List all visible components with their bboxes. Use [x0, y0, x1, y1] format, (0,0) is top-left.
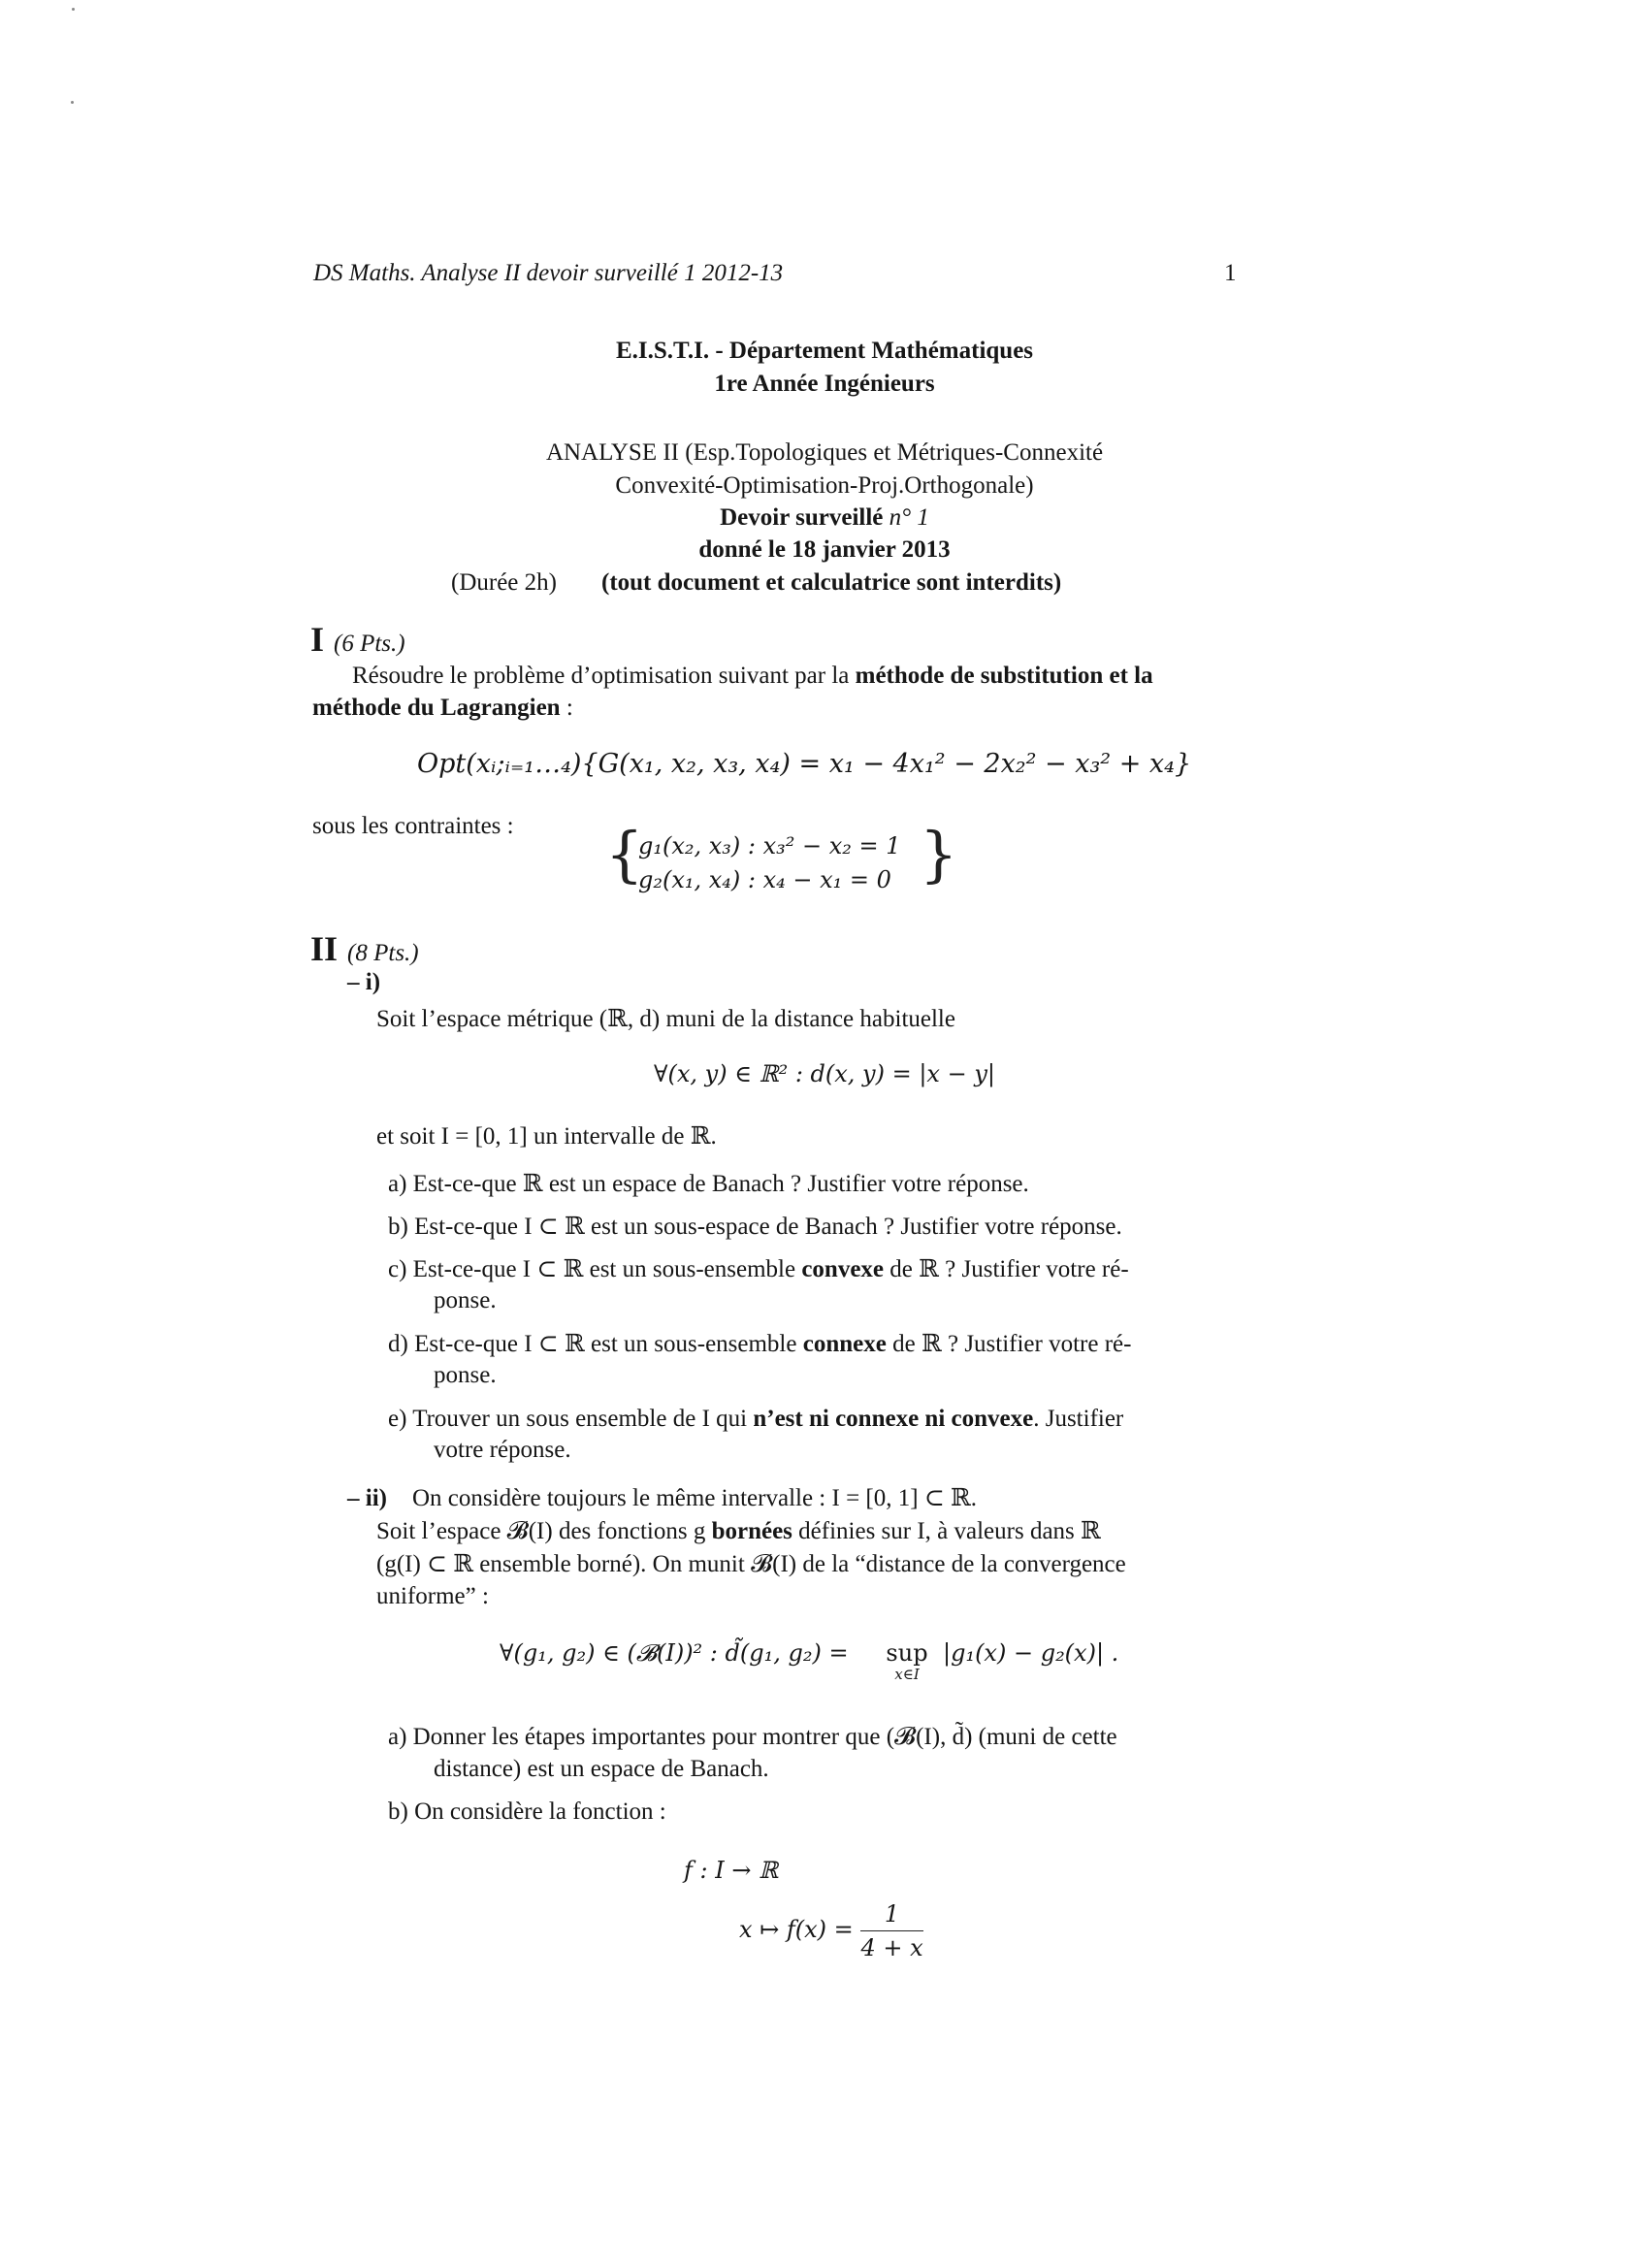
- section-2-points: (8 Pts.): [347, 940, 419, 966]
- objective-function: Opt(xᵢ;ᵢ₌₁…₄){G(x₁, x₂, x₃, x₄) = x₁ − 4x₁² − 2x₂² − x₃² + x₄}: [417, 749, 1192, 779]
- course-header: DS Maths. Analyse II devoir surveillé 1 2012-13: [313, 260, 784, 286]
- intro-suffix: :: [560, 695, 573, 721]
- question-d-prefix: d) Est-ce-que I ⊂ ℝ est un sous-ensemble: [388, 1331, 797, 1357]
- question-c-suffix: de ℝ ? Justifier votre ré-: [889, 1256, 1129, 1282]
- question-d: [388, 1328, 1131, 1361]
- intro-prefix: Résoudre le problème d’optimisation suivant par la: [352, 663, 850, 689]
- scan-speck: [72, 8, 75, 11]
- question-c-cont: ponse.: [434, 1287, 497, 1313]
- exam-rules: (tout document et calculatrice sont interdits): [601, 569, 1062, 596]
- question-d-suffix: de ℝ ? Justifier votre ré-: [892, 1331, 1132, 1357]
- page-number: 1: [1224, 260, 1237, 286]
- question-ii-a-line2: distance) est un espace de Banach.: [434, 1756, 769, 1782]
- part-ii-line4: uniforme” :: [376, 1583, 489, 1609]
- right-brace: }: [920, 819, 958, 890]
- interval-definition: et soit I = [0, 1] un intervalle de ℝ.: [376, 1123, 717, 1150]
- part-ii-line3: (g(I) ⊂ ℝ ensemble borné). On munit 𝓑(I) de la “distance de la convergence: [376, 1551, 1126, 1577]
- function-definition: [739, 1899, 923, 1962]
- section-1-intro-line2: [312, 692, 573, 725]
- question-d-bold: connexe: [802, 1331, 887, 1357]
- exam-date: donné le 18 janvier 2013: [698, 536, 951, 563]
- uniform-distance-lhs: ∀(g₁, g₂) ∈ (𝓑(I))² : d̃(g₁, g₂) =: [500, 1639, 849, 1667]
- question-e-suffix: . Justifier: [1033, 1406, 1124, 1432]
- left-brace: {: [605, 819, 644, 890]
- uniform-distance-rhs: |g₁(x) − g₂(x)| .: [943, 1639, 1119, 1667]
- section-1-numeral: I: [310, 620, 325, 659]
- distance-definition: ∀(x, y) ∈ ℝ² : d(x, y) = |x − y|: [654, 1060, 995, 1087]
- exam-duration: (Durée 2h): [451, 569, 557, 596]
- question-e-bold: n’est ni connexe ni convexe: [753, 1406, 1034, 1432]
- constraint-2: g₂(x₁, x₄) : x₄ − x₁ = 0: [638, 866, 891, 893]
- intro-bold-substitution: méthode de substitution et la: [855, 663, 1153, 689]
- function-mapping: x ↦ f(x) =: [739, 1916, 854, 1943]
- question-ii-b: b) On considère la fonction :: [388, 1798, 666, 1825]
- question-e-cont: votre réponse.: [434, 1437, 571, 1463]
- part-i-intro: Soit l’espace métrique (ℝ, d) muni de la distance habituelle: [376, 1006, 955, 1032]
- part-ii-line2-suffix: définies sur I, à valeurs dans ℝ: [798, 1518, 1101, 1544]
- question-c-prefix: c) Est-ce-que I ⊂ ℝ est un sous-ensemble: [388, 1256, 796, 1282]
- fraction-denominator: 4 + x: [860, 1934, 923, 1961]
- function-signature: f : I → ℝ: [684, 1857, 779, 1884]
- question-c: [388, 1253, 1129, 1286]
- question-c-bold: convexe: [801, 1256, 885, 1282]
- exam-title: [340, 502, 1310, 535]
- fraction-numerator: 1: [860, 1899, 922, 1931]
- section-1-intro-line1: [352, 660, 1153, 693]
- question-e-prefix: e) Trouver un sous ensemble de I qui: [388, 1406, 748, 1432]
- exam-number: n° 1: [889, 504, 929, 531]
- part-ii-line1: On considère toujours le même intervalle : I = [0, 1] ⊂ ℝ.: [412, 1485, 978, 1511]
- constraints-label: sous les contraintes :: [312, 813, 514, 839]
- subject-line-2: Convexité-Optimisation-Proj.Orthogonale): [615, 472, 1034, 499]
- year-title: 1re Année Ingénieurs: [714, 371, 935, 397]
- institution-title: E.I.S.T.I. - Département Mathématiques: [615, 338, 1034, 364]
- subject-line-1: ANALYSE II (Esp.Topologiques et Métriques-Connexité: [545, 439, 1104, 466]
- sup-subscript: x∈I: [894, 1666, 920, 1683]
- part-ii-line2-bold: bornées: [711, 1518, 792, 1544]
- section-1-points: (6 Pts.): [334, 631, 405, 657]
- constraint-1: g₁(x₂, x₃) : x₃² − x₂ = 1: [638, 832, 901, 859]
- question-b: b) Est-ce-que I ⊂ ℝ est un sous-espace de Banach ? Justifier votre réponse.: [388, 1214, 1122, 1240]
- question-e: [388, 1403, 1123, 1436]
- intro-bold-lagrangien: méthode du Lagrangien: [312, 695, 561, 721]
- sup-label: sup: [886, 1639, 928, 1667]
- part-ii-label: – ii): [347, 1485, 387, 1511]
- function-fraction: [860, 1899, 922, 1962]
- section-1-heading: [310, 619, 405, 660]
- part-ii-line2-prefix: Soit l’espace 𝓑(I) des fonctions g: [376, 1518, 706, 1544]
- part-i-label: – i): [347, 969, 381, 995]
- question-a: a) Est-ce-que ℝ est un espace de Banach ? Justifier votre réponse.: [388, 1171, 1029, 1197]
- section-2-heading: [310, 928, 419, 969]
- question-d-cont: ponse.: [434, 1362, 497, 1388]
- part-ii-line2: [376, 1515, 1101, 1548]
- sup-operator: [878, 1639, 936, 1682]
- scan-speck: [71, 101, 74, 104]
- question-ii-a-line1: a) Donner les étapes importantes pour montrer que (𝓑(I), d̃) (muni de cette: [388, 1724, 1117, 1750]
- section-2-numeral: II: [310, 929, 339, 968]
- exam-label: Devoir surveillé: [720, 504, 884, 531]
